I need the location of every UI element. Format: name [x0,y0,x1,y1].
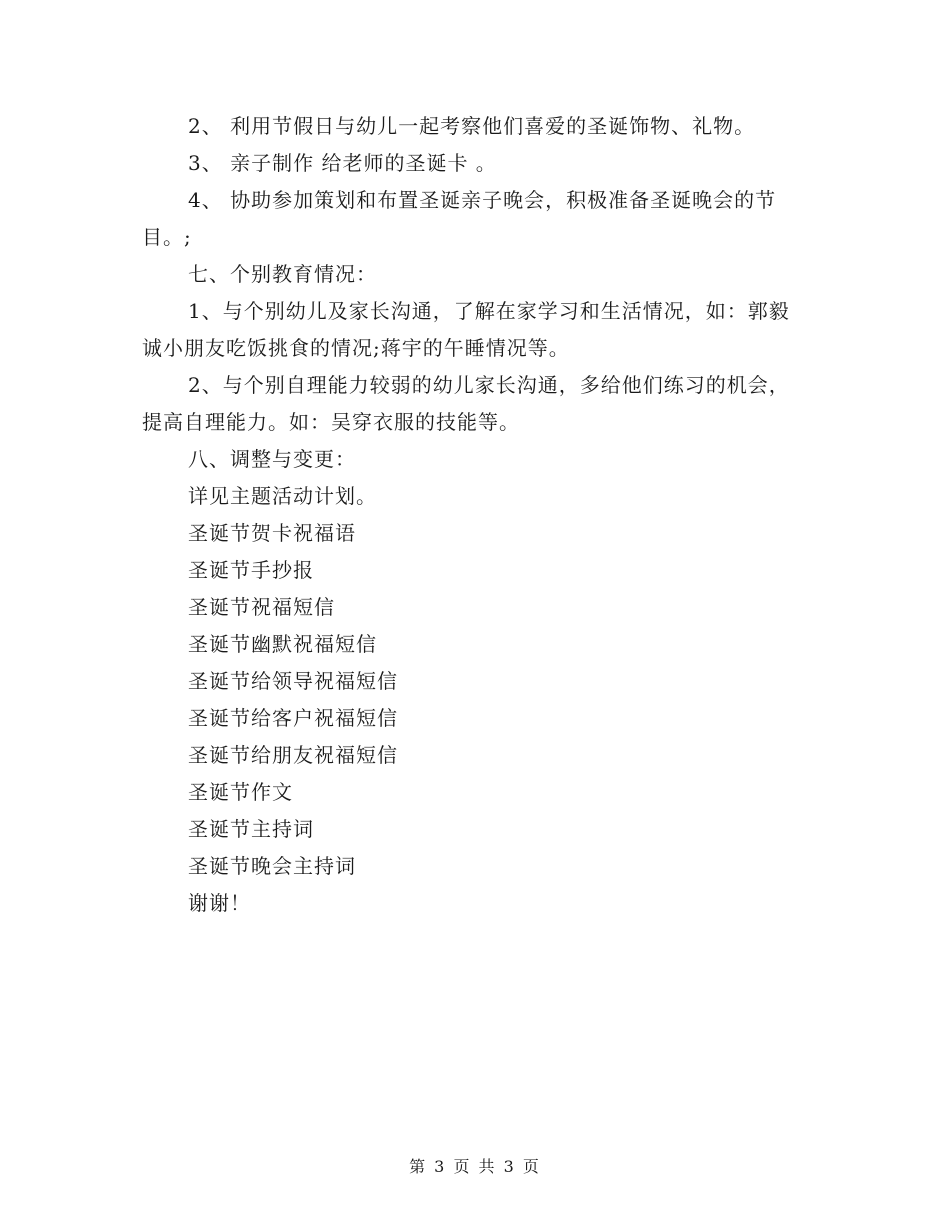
section-heading-8: 八、调整与变更： [188,447,356,471]
paragraph-item-3: 3、 亲子制作 给老师的圣诞卡 。 [188,151,497,175]
related-link-7: 圣诞节给朋友祝福短信 [188,743,398,767]
related-link-9: 圣诞节主持词 [188,817,314,841]
page-footer: 第 3 页 共 3 页 [409,1157,541,1176]
related-link-8: 圣诞节作文 [188,780,293,804]
closing-thanks: 谢谢！ [188,891,251,915]
paragraph-individual-1: 1、与个别幼儿及家长沟通，了解在家学习和生活情况，如：郭毅诚小朋友吃饭挑食的情况;蒋宇的午睡情况等。 [142,299,790,360]
paragraph-see-plan: 详见主题活动计划。 [188,484,377,508]
paragraph-item-4: 4、 协助参加策划和布置圣诞亲子晚会，积极准备圣诞晚会的节目。; [142,188,777,249]
section-heading-7: 七、个别教育情况： [188,262,377,286]
paragraph-item-2: 2、 利用节假日与幼儿一起考察他们喜爱的圣诞饰物、礼物。 [188,114,756,138]
related-link-2: 圣诞节手抄报 [188,558,314,582]
related-link-10: 圣诞节晚会主持词 [188,854,356,878]
related-link-3: 圣诞节祝福短信 [188,595,335,619]
document-body [142,108,810,922]
related-link-4: 圣诞节幽默祝福短信 [188,632,377,656]
paragraph-individual-2: 2、与个别自理能力较弱的幼儿家长沟通，多给他们练习的机会，提高自理能力。如：吴穿衣服的技能等。 [142,373,790,434]
related-link-5: 圣诞节给领导祝福短信 [188,669,398,693]
related-link-6: 圣诞节给客户祝福短信 [188,706,398,730]
related-link-1: 圣诞节贺卡祝福语 [188,521,356,545]
